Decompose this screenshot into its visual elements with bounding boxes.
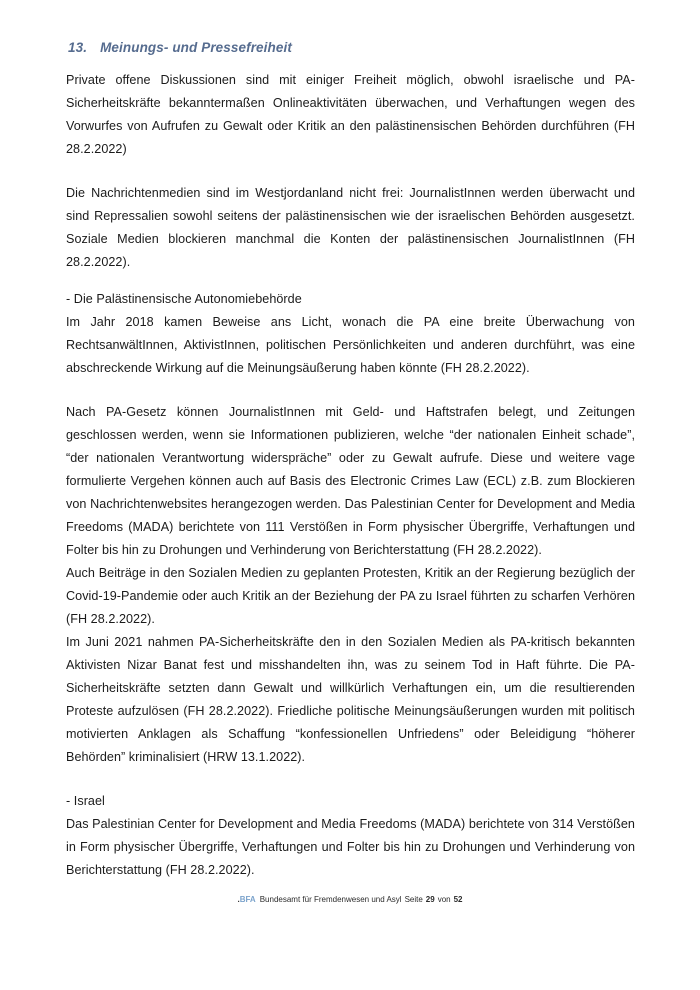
section-number: 13. [68,40,88,55]
subheading-pa-authority: - Die Palästinensische Autonomiebehörde [66,292,302,306]
paragraph-pa-law: Nach PA-Gesetz können JournalistInnen mit Geld- und Haftstrafen belegt, und Zeitungen geschlossen werden, wenn sie Informationen publizieren, welche “der nationalen Einheit schade”, “der nationalen Verantwortung widerspräche” oder zu Gewalt aufrufe. Diese und weitere vage formulierte Vergehen können auch auf Basis des Electronic Crimes Law (ECL) z.B. zum Blockieren von Nachrichtenwebsites herangezogen werden. Das Palestinian Center for Development and Media Freedoms (MADA) berichtete von 111 Verstößen in Form physischer Übergriffe, Verhaftungen und Folter bis hin zu Drohungen und Verhinderung von Berichterstattung (FH 28.2.2022). [66,405,635,557]
footer-page-total: 52 [453,895,463,904]
section-title: Meinungs- und Pressefreiheit [100,40,292,55]
footer-page-label: Seite [404,895,423,904]
footer-of-label: von [437,895,451,904]
paragraph-news-media: Die Nachrichtenmedien sind im Westjordanland nicht frei: JournalistInnen werden überwacht und sind Repressalien sowohl seitens der palästinensischen wie der israelischen Behörden ausgesetzt. Soziale Medien blockieren manchmal die Konten der palästinensischen JournalistInnen (FH 28.2.2022). [66,186,635,269]
section-heading [68,40,635,55]
paragraph-surveillance-2018: Im Jahr 2018 kamen Beweise ans Licht, wonach die PA eine breite Überwachung von RechtsanwältInnen, AktivistInnen, politischen Persönlichkeiten und anderen durchführt, was eine abschreckende Wirkung auf die Meinungsäußerung haben könnte (FH 28.2.2022). [66,315,635,375]
subheading-israel: - Israel [66,794,105,808]
page-footer [0,895,700,904]
footer-office-name: Bundesamt für Fremdenwesen und Asyl [259,895,402,904]
bfa-logo [237,895,256,904]
bfa-logo-text: BFA [239,895,256,904]
paragraph-social-media-posts: Auch Beiträge in den Sozialen Medien zu geplanten Protesten, Kritik an der Regierung bezüglich der Covid-19-Pandemie oder auch Kritik an der Beziehung der PA zu Israel führten zu scharfen Verhören (FH 28.2.2022). [66,566,635,626]
paragraph-private-discussions: Private offene Diskussionen sind mit einiger Freiheit möglich, obwohl israelische und PA-Sicherheitskräfte bekanntermaßen Onlineaktivitäten überwachen, und Verhaftungen wegen des Vorwurfes von Aufrufen zu Gewalt oder Kritik an den palästinensischen Behörden durchführen (FH 28.2.2022) [66,73,635,156]
paragraph-mada-314: Das Palestinian Center for Development and Media Freedoms (MADA) berichtete von 314 Verstößen in Form physischer Übergriffe, Verhaftungen und Folter bis hin zu Drohungen und Verhinderung von Berichterstattung (FH 28.2.2022). [66,817,635,877]
bfa-logo-dot: . [237,895,240,904]
paragraph-nizar-banat: Im Juni 2021 nahmen PA-Sicherheitskräfte den in den Sozialen Medien als PA-kritisch bekannten Aktivisten Nizar Banat fest und misshandelten ihn, was zu seinem Tod in Haft führte. Die PA-Sicherheitskräfte setzten dann Gewalt und willkürlich Verhaftungen ein, um die resultierenden Proteste aufzulösen (FH 28.2.2022). Friedliche politische Meinungsäußerungen wurden mit politisch motivierten Anklagen als Schaffung “konfessionellen Unfriedens” oder Beleidigung “höherer Behörden” kriminalisiert (HRW 13.1.2022). [66,635,635,764]
footer-page-number: 29 [425,895,435,904]
